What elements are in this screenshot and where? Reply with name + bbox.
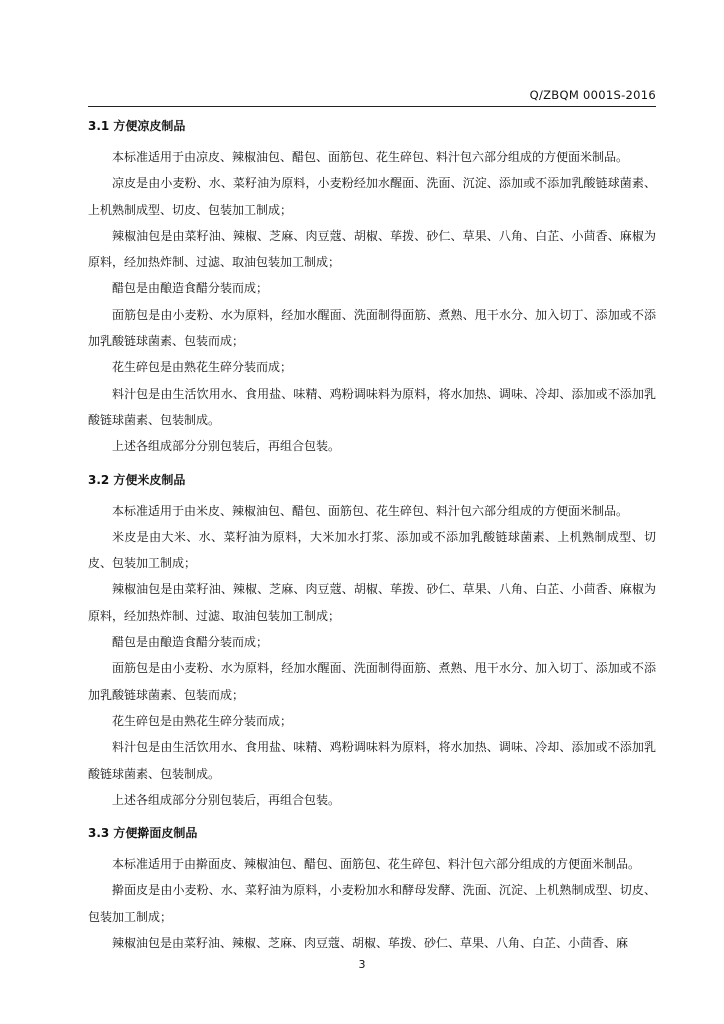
section-heading: 3.3 方便擀面皮制品 xyxy=(88,826,198,841)
paragraph: 凉皮是由小麦粉、水、菜籽油为原料，小麦粉经加水醒面、洗面、沉淀、添加或不添加乳酸链球菌素、上机熟制成型、切皮、包装加工制成； xyxy=(88,176,656,217)
paragraph: 料汁包是由生活饮用水、食用盐、味精、鸡粉调味料为原料，将水加热、调味、冷却、添加或不添加乳酸链球菌素、包装制成。 xyxy=(88,386,656,427)
paragraph: 面筋包是由小麦粉、水为原料，经加水醒面、洗面制得面筋、煮熟、甩干水分、加入切丁、添加或不添加乳酸链球菌素、包装而成； xyxy=(88,661,656,702)
section-3-2 xyxy=(88,470,656,814)
paragraph: 擀面皮是由小麦粉、水、菜籽油为原料，小麦粉加水和酵母发酵、洗面、沉淀、上机熟制成型、切皮、包装加工制成； xyxy=(88,883,656,924)
section-3-3 xyxy=(88,823,656,956)
paragraph: 上述各组成部分分别包装后，再组合包装。 xyxy=(112,792,341,807)
section-heading: 3.2 方便米皮制品 xyxy=(88,472,186,487)
paragraph: 花生碎包是由熟花生碎分装而成； xyxy=(112,360,293,375)
paragraph: 花生碎包是由熟花生碎分装而成； xyxy=(112,713,293,728)
paragraph: 醋包是由酿造食醋分装而成； xyxy=(112,281,269,296)
paragraph: 辣椒油包是由菜籽油、辣椒、芝麻、肉豆蔻、胡椒、荜拨、砂仁、草果、八角、白芷、小茴香、麻 xyxy=(112,936,629,951)
paragraph: 料汁包是由生活饮用水、食用盐、味精、鸡粉调味料为原料，将水加热、调味、冷却、添加或不添加乳酸链球菌素、包装制成。 xyxy=(88,740,656,781)
paragraph: 醋包是由酿造食醋分装而成； xyxy=(112,635,269,650)
paragraph: 本标准适用于由擀面皮、辣椒油包、醋包、面筋包、花生碎包、料汁包六部分组成的方便面米制品。 xyxy=(112,857,641,872)
paragraph: 本标准适用于由米皮、辣椒油包、醋包、面筋包、花生碎包、料汁包六部分组成的方便面米制品。 xyxy=(112,503,629,518)
paragraph: 米皮是由大米、水、菜籽油为原料，大米加水打浆、添加或不添加乳酸链球菌素、上机熟制成型、切皮、包装加工制成； xyxy=(88,529,656,571)
paragraph: 面筋包是由小麦粉、水为原料，经加水醒面、洗面制得面筋、煮熟、甩干水分、加入切丁、添加或不添加乳酸链球菌素、包装而成； xyxy=(88,307,656,349)
standard-code: Q/ZBQM 0001S-2016 xyxy=(529,88,656,102)
paragraph: 上述各组成部分分别包装后，再组合包装。 xyxy=(112,439,341,454)
section-3-1 xyxy=(88,116,656,460)
document-body xyxy=(88,116,656,966)
paragraph: 辣椒油包是由菜籽油、辣椒、芝麻、肉豆蔻、胡椒、荜拨、砂仁、草果、八角、白芷、小茴香、麻椒为原料，经加热炸制、过滤、取油包装加工制成； xyxy=(88,582,656,623)
page-number: 3 xyxy=(358,958,366,971)
section-heading: 3.1 方便凉皮制品 xyxy=(88,119,186,133)
paragraph: 辣椒油包是由菜籽油、辣椒、芝麻、肉豆蔻、胡椒、荜拨、砂仁、草果、八角、白芷、小茴香、麻椒为原料，经加热炸制、过滤、取油包装加工制成； xyxy=(88,228,656,270)
paragraph: 本标准适用于由凉皮、辣椒油包、醋包、面筋包、花生碎包、料汁包六部分组成的方便面米制品。 xyxy=(112,150,629,164)
header-rule xyxy=(88,106,656,107)
